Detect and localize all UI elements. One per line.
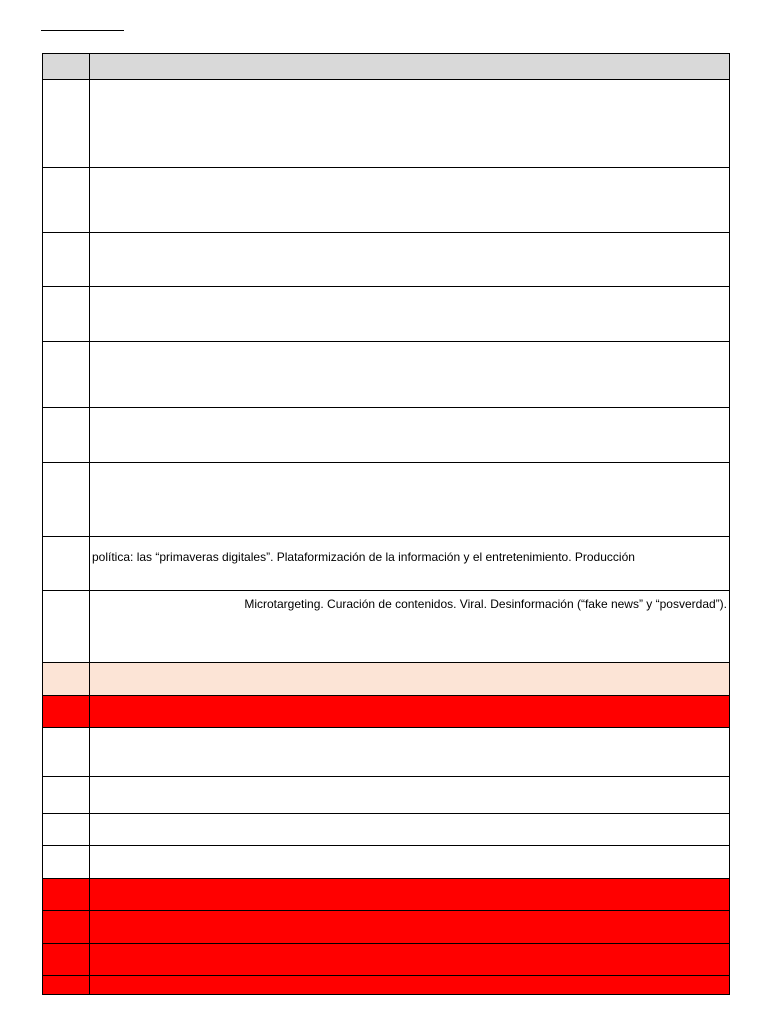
table-row	[43, 728, 730, 777]
row-text: política: las “primaveras digitales”. Plataformización de la información y el entretenimiento. Producción	[92, 550, 635, 564]
header-cell-content	[90, 54, 730, 80]
row-number-cell	[43, 342, 90, 408]
table-row	[43, 777, 730, 814]
row-number-cell	[43, 537, 90, 591]
row-content-cell	[90, 663, 730, 696]
row-number-cell	[43, 879, 90, 911]
row-content-cell	[90, 342, 730, 408]
row-content-cell	[90, 976, 730, 995]
row-number-cell	[43, 777, 90, 814]
table-row	[43, 287, 730, 342]
row-number-cell	[43, 728, 90, 777]
row-number-cell	[43, 233, 90, 287]
row-text: Microtargeting. Curación de contenidos. Viral. Desinformación (“fake news” y “posverdad”).	[244, 597, 727, 611]
row-content-cell	[90, 814, 730, 846]
table-row	[43, 408, 730, 463]
row-content-cell	[90, 287, 730, 342]
table-row	[43, 80, 730, 168]
row-number-cell	[43, 976, 90, 995]
row-content-cell	[90, 537, 730, 591]
row-number-cell	[43, 287, 90, 342]
row-number-cell	[43, 463, 90, 537]
schedule-table	[42, 53, 730, 995]
row-number-cell	[43, 168, 90, 233]
row-content-cell	[90, 846, 730, 879]
row-content-cell	[90, 80, 730, 168]
row-number-cell	[43, 663, 90, 696]
row-content-cell	[90, 696, 730, 728]
table-header-row	[43, 54, 730, 80]
table-row	[43, 591, 730, 663]
row-content-cell	[90, 728, 730, 777]
table-row	[43, 342, 730, 408]
row-number-cell	[43, 814, 90, 846]
row-number-cell	[43, 696, 90, 728]
row-content-cell	[90, 408, 730, 463]
table-row-red	[43, 976, 730, 995]
row-number-cell	[43, 944, 90, 976]
row-content-cell	[90, 911, 730, 944]
table-row-red	[43, 944, 730, 976]
table-row-red	[43, 879, 730, 911]
row-number-cell	[43, 911, 90, 944]
table-row	[43, 814, 730, 846]
header-cell-number	[43, 54, 90, 80]
row-content-cell	[90, 463, 730, 537]
row-content-cell	[90, 233, 730, 287]
row-content-cell	[90, 591, 730, 663]
row-number-cell	[43, 80, 90, 168]
table-row	[43, 537, 730, 591]
table-row	[43, 846, 730, 879]
row-content-cell	[90, 944, 730, 976]
row-number-cell	[43, 846, 90, 879]
row-content-cell	[90, 168, 730, 233]
table-row-red	[43, 911, 730, 944]
table-row	[43, 233, 730, 287]
row-number-cell	[43, 408, 90, 463]
table-row-red	[43, 696, 730, 728]
table-row	[43, 463, 730, 537]
table-row-highlight	[43, 663, 730, 696]
title-underline	[41, 30, 124, 31]
table-row	[43, 168, 730, 233]
row-content-cell	[90, 777, 730, 814]
row-number-cell	[43, 591, 90, 663]
row-content-cell	[90, 879, 730, 911]
